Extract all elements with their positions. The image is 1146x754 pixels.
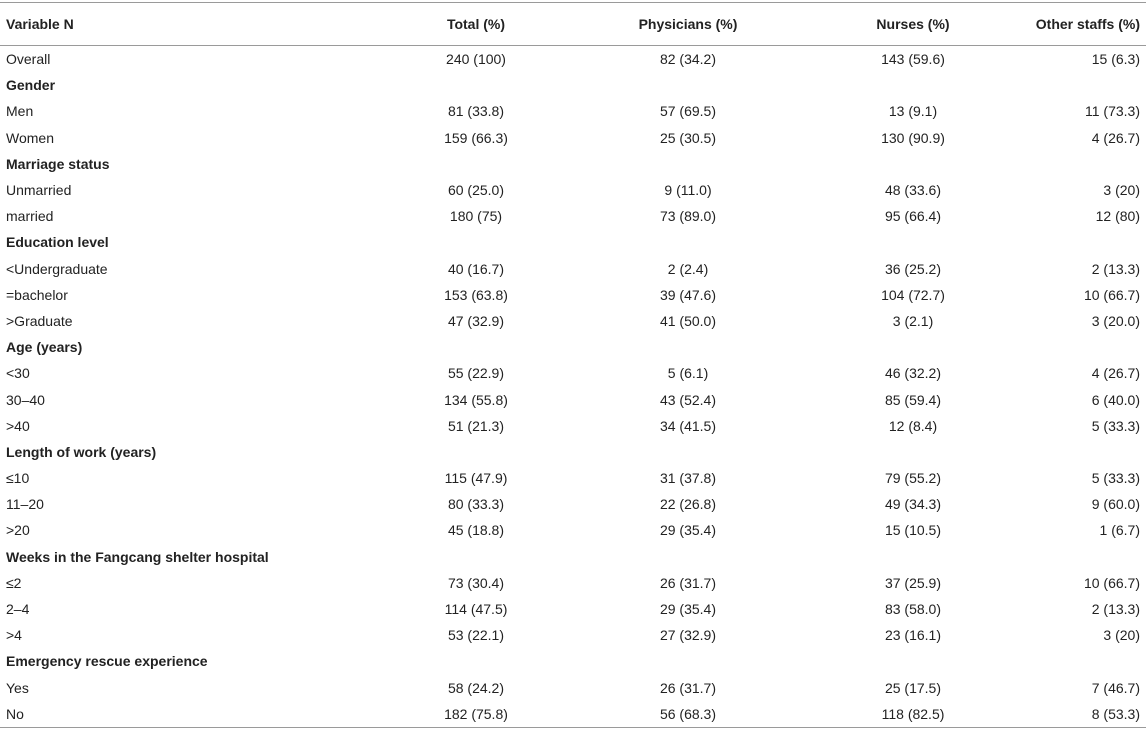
section-label: Age (years) (6, 339, 83, 356)
cell-physicians: 26 (31.7) (659, 679, 717, 696)
cell-physicians: 27 (32.9) (659, 627, 717, 644)
cell-total: 58 (24.2) (447, 679, 505, 696)
section-row (0, 544, 1146, 570)
section-label: Weeks in the Fangcang shelter hospital (6, 548, 269, 565)
section-row (0, 151, 1146, 177)
table-row (0, 386, 1146, 412)
table-row (0, 256, 1146, 282)
row-label: >40 (6, 417, 30, 434)
table-row (0, 46, 1146, 73)
cell-other-staffs: 4 (26.7) (1091, 129, 1140, 146)
cell-nurses: 37 (25.9) (884, 574, 942, 591)
cell-physicians: 29 (35.4) (659, 522, 717, 539)
section-row (0, 648, 1146, 674)
section-row (0, 439, 1146, 465)
row-label: 2–4 (6, 601, 30, 618)
cell-physicians: 31 (37.8) (659, 470, 717, 487)
table-row (0, 517, 1146, 543)
cell-nurses: 48 (33.6) (884, 182, 942, 199)
header-total: Total (%) (346, 3, 546, 46)
cell-other-staffs: 15 (6.3) (1091, 51, 1140, 68)
cell-other-staffs: 6 (40.0) (1091, 391, 1140, 408)
row-label: Women (6, 129, 54, 146)
section-label: Education level (6, 234, 109, 251)
cell-other-staffs: 10 (66.7) (1083, 574, 1140, 591)
cell-nurses: 83 (58.0) (884, 601, 942, 618)
table-header-row (0, 3, 1146, 46)
cell-physicians: 9 (11.0) (664, 182, 712, 199)
cell-nurses: 118 (82.5) (766, 701, 986, 728)
row-label: Men (6, 103, 34, 120)
row-label: >4 (6, 627, 22, 644)
table-row (0, 491, 1146, 517)
section-label: Length of work (years) (6, 443, 157, 460)
cell-physicians: 29 (35.4) (659, 601, 717, 618)
cell-nurses: 85 (59.4) (884, 391, 942, 408)
cell-nurses: 143 (59.6) (881, 51, 945, 68)
section-label: Emergency rescue experience (6, 653, 208, 670)
cell-total: 159 (66.3) (444, 129, 508, 146)
cell-other-staffs: 12 (80) (1095, 208, 1140, 225)
row-label: Yes (6, 679, 29, 696)
row-label: No (0, 701, 346, 728)
row-label: >20 (6, 522, 30, 539)
header-nurses: Nurses (%) (766, 3, 986, 46)
row-label: married (6, 208, 54, 225)
row-label: =bachelor (6, 286, 68, 303)
cell-total: 55 (22.9) (447, 365, 505, 382)
cell-total: 60 (25.0) (447, 182, 505, 199)
table-row (0, 308, 1146, 334)
cell-total: 45 (18.8) (447, 522, 505, 539)
cell-other-staffs: 5 (33.3) (1091, 417, 1140, 434)
cell-total: 81 (33.8) (447, 103, 505, 120)
row-label: ≤2 (6, 574, 22, 591)
row-label: >Graduate (6, 312, 73, 329)
row-label: Unmarried (6, 182, 72, 199)
cell-other-staffs: 2 (13.3) (1091, 601, 1140, 618)
cell-other-staffs: 3 (20) (1103, 627, 1140, 644)
cell-physicians: 34 (41.5) (659, 417, 717, 434)
cell-total: 182 (75.8) (346, 701, 546, 728)
table-row (0, 465, 1146, 491)
cell-total: 73 (30.4) (447, 574, 505, 591)
cell-other-staffs: 3 (20.0) (1091, 312, 1140, 329)
cell-nurses: 15 (10.5) (884, 522, 942, 539)
cell-nurses: 36 (25.2) (884, 260, 942, 277)
table-row (0, 177, 1146, 203)
row-label: <Undergraduate (6, 260, 108, 277)
table-row (0, 570, 1146, 596)
row-label: Overall (6, 51, 51, 68)
cell-total: 180 (75) (449, 208, 503, 225)
cell-other-staffs: 4 (26.7) (1091, 365, 1140, 382)
cell-physicians: 56 (68.3) (546, 701, 766, 728)
cell-other-staffs: 5 (33.3) (1091, 470, 1140, 487)
cell-total: 80 (33.3) (447, 496, 505, 513)
cell-physicians: 82 (34.2) (659, 51, 717, 68)
section-label: Gender (6, 77, 56, 94)
table-body (0, 46, 1146, 728)
cell-physicians: 73 (89.0) (659, 208, 717, 225)
cell-other-staffs: 7 (46.7) (1091, 679, 1140, 696)
cell-physicians: 39 (47.6) (659, 286, 717, 303)
cell-physicians: 2 (2.4) (667, 260, 709, 277)
table-row (0, 701, 1146, 728)
header-other-staffs: Other staffs (%) (986, 3, 1146, 46)
cell-physicians: 26 (31.7) (659, 574, 717, 591)
table-row (0, 413, 1146, 439)
row-label: 11–20 (6, 496, 44, 513)
section-label: Marriage status (6, 155, 110, 172)
cell-physicians: 25 (30.5) (659, 129, 717, 146)
section-row (0, 229, 1146, 255)
table-row (0, 596, 1146, 622)
table-row (0, 98, 1146, 124)
table-row (0, 675, 1146, 701)
cell-nurses: 104 (72.7) (881, 286, 945, 303)
cell-physicians: 41 (50.0) (659, 312, 717, 329)
cell-other-staffs: 2 (13.3) (1091, 260, 1140, 277)
cell-physicians: 22 (26.8) (659, 496, 717, 513)
cell-total: 53 (22.1) (447, 627, 505, 644)
cell-other-staffs: 1 (6.7) (1099, 522, 1140, 539)
cell-total: 47 (32.9) (447, 312, 505, 329)
cell-physicians: 5 (6.1) (667, 365, 709, 382)
cell-total: 40 (16.7) (447, 260, 505, 277)
table-row (0, 622, 1146, 648)
cell-nurses: 13 (9.1) (888, 103, 938, 120)
cell-nurses: 46 (32.2) (884, 365, 942, 382)
cell-nurses: 79 (55.2) (884, 470, 942, 487)
cell-other-staffs: 8 (53.3) (986, 701, 1146, 728)
table-row (0, 125, 1146, 151)
cell-physicians: 43 (52.4) (659, 391, 717, 408)
cell-total: 240 (100) (446, 51, 506, 68)
cell-other-staffs: 3 (20) (1103, 182, 1140, 199)
cell-total: 153 (63.8) (444, 286, 508, 303)
row-label: 30–40 (6, 391, 45, 408)
cell-other-staffs: 10 (66.7) (1083, 286, 1140, 303)
table-row (0, 282, 1146, 308)
demographics-table (0, 2, 1146, 728)
cell-nurses: 23 (16.1) (884, 627, 942, 644)
section-row (0, 334, 1146, 360)
header-physicians: Physicians (%) (546, 3, 766, 46)
cell-nurses: 49 (34.3) (884, 496, 942, 513)
table-row (0, 203, 1146, 229)
header-variable: Variable N (0, 3, 346, 46)
cell-total: 115 (47.9) (444, 470, 508, 487)
cell-nurses: 130 (90.9) (881, 129, 945, 146)
table-row (0, 360, 1146, 386)
cell-physicians: 57 (69.5) (659, 103, 717, 120)
cell-total: 114 (47.5) (444, 601, 508, 618)
cell-other-staffs: 11 (73.3) (1085, 103, 1140, 120)
row-label: <30 (6, 365, 30, 382)
cell-total: 134 (55.8) (444, 391, 508, 408)
section-row (0, 72, 1146, 98)
row-label: ≤10 (6, 470, 30, 487)
cell-other-staffs: 9 (60.0) (1091, 496, 1140, 513)
cell-total: 51 (21.3) (447, 417, 505, 434)
cell-nurses: 12 (8.4) (888, 417, 938, 434)
cell-nurses: 25 (17.5) (884, 679, 942, 696)
cell-nurses: 95 (66.4) (884, 208, 942, 225)
cell-nurses: 3 (2.1) (892, 312, 934, 329)
